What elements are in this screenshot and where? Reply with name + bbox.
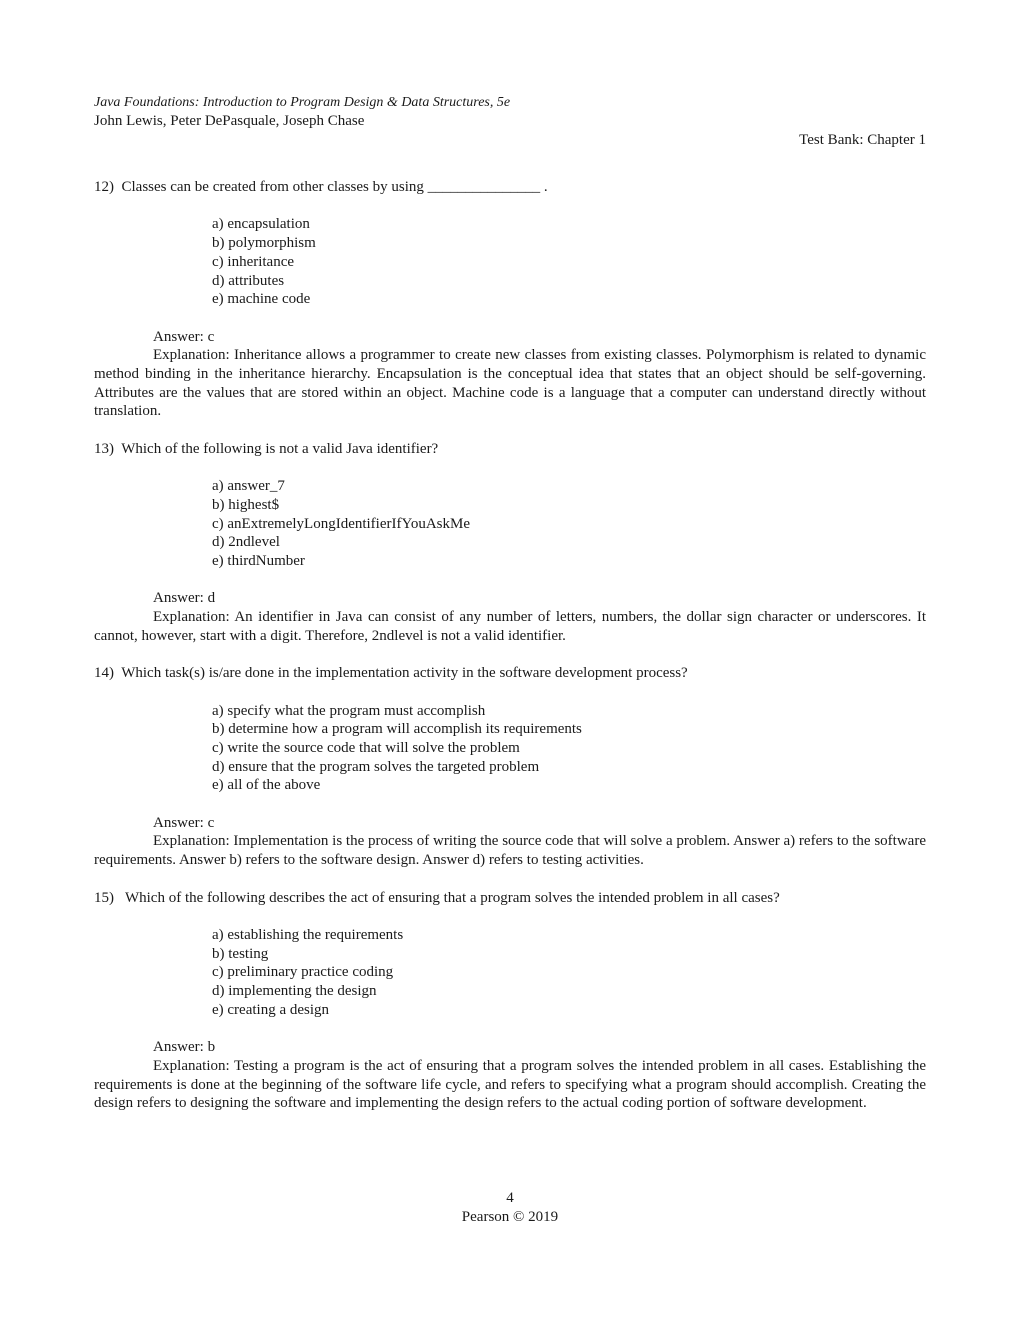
question-12 — [94, 178, 926, 421]
question-13 — [94, 440, 926, 646]
book-title: Java Foundations: Introduction to Program Design & Data Structures, 5e — [94, 95, 511, 110]
question-stem: 12) Classes can be created from other classes by using _______________ . — [94, 179, 548, 195]
questions-list — [94, 178, 926, 1132]
test-bank-label: Test Bank: Chapter 1 — [799, 132, 926, 148]
explanation: Explanation: Inheritance allows a programmer to create new classes from existing classes. Polymorphism is related to dynamic method binding in the inheritance hierarchy. Encapsulation is the conceptual idea that states that an object should be self-governing. Attributes are the values that are stored within an object. Machine code is a language that a computer can understand directly without translation. — [94, 347, 926, 420]
answer: Answer: c — [153, 814, 215, 831]
option-list — [212, 702, 926, 796]
option-list — [212, 215, 926, 309]
answer: Answer: c — [153, 328, 215, 345]
option-d: d) ensure that the program solves the targeted problem — [212, 758, 540, 775]
authors: John Lewis, Peter DePasquale, Joseph Chase — [94, 113, 365, 129]
question-stem: 13) Which of the following is not a valid Java identifier? — [94, 440, 439, 457]
option-b: b) determine how a program will accomplish its requirements — [212, 721, 582, 738]
option-d: d) implementing the design — [212, 983, 377, 1000]
option-d: d) 2ndlevel — [212, 534, 280, 551]
option-e: e) creating a design — [212, 1001, 330, 1018]
option-list — [212, 926, 926, 1020]
option-a: a) establishing the requirements — [212, 926, 404, 943]
option-e: e) machine code — [212, 291, 311, 308]
copyright: Pearson © 2019 — [461, 1208, 559, 1225]
option-list — [212, 477, 926, 571]
question-stem: 15) Which of the following describes the act of ensuring that a program solves the intended problem in all cases? — [94, 889, 780, 906]
option-c: c) inheritance — [212, 253, 295, 270]
option-e: e) all of the above — [212, 777, 321, 794]
page-header — [94, 94, 926, 150]
page-footer — [0, 1189, 1020, 1226]
question-15 — [94, 889, 926, 1113]
option-d: d) attributes — [212, 272, 285, 289]
option-b: b) highest$ — [212, 496, 280, 513]
explanation: Explanation: Implementation is the process of writing the source code that will solve a problem. Answer a) refers to the software requirements. Answer b) refers to the software design. Answer d) refers to testing activities. — [94, 833, 926, 869]
question-stem: 14) Which task(s) is/are done in the implementation activity in the software development process? — [94, 665, 688, 682]
option-c: c) write the source code that will solve the problem — [212, 739, 520, 756]
option-a: a) encapsulation — [212, 216, 310, 233]
option-e: e) thirdNumber — [212, 553, 305, 569]
option-b: b) testing — [212, 945, 269, 962]
explanation: Explanation: An identifier in Java can consist of any number of letters, numbers, the dollar sign character or underscores. It cannot, however, start with a digit. Therefore, 2ndlevel is not a valid identifier. — [94, 609, 926, 644]
answer: Answer: d — [153, 590, 216, 607]
option-c: c) anExtremelyLongIdentifierIfYouAskMe — [212, 515, 470, 532]
answer: Answer: b — [153, 1039, 216, 1056]
explanation: Explanation: Testing a program is the act of ensuring that a program solves the intended problem in all cases. Establishing the requirements is done at the beginning of the software life cycle, and refers to specifying what a program should accomplish. Creating the design refers to designing the software and implementing the design refers to the actual coding portion of software development. — [94, 1057, 926, 1112]
page-number: 4 — [506, 1190, 514, 1206]
option-a: a) specify what the program must accomplish — [212, 702, 486, 719]
option-b: b) polymorphism — [212, 235, 316, 252]
option-a: a) answer_7 — [212, 478, 285, 495]
question-14 — [94, 664, 926, 870]
option-c: c) preliminary practice coding — [212, 964, 394, 981]
